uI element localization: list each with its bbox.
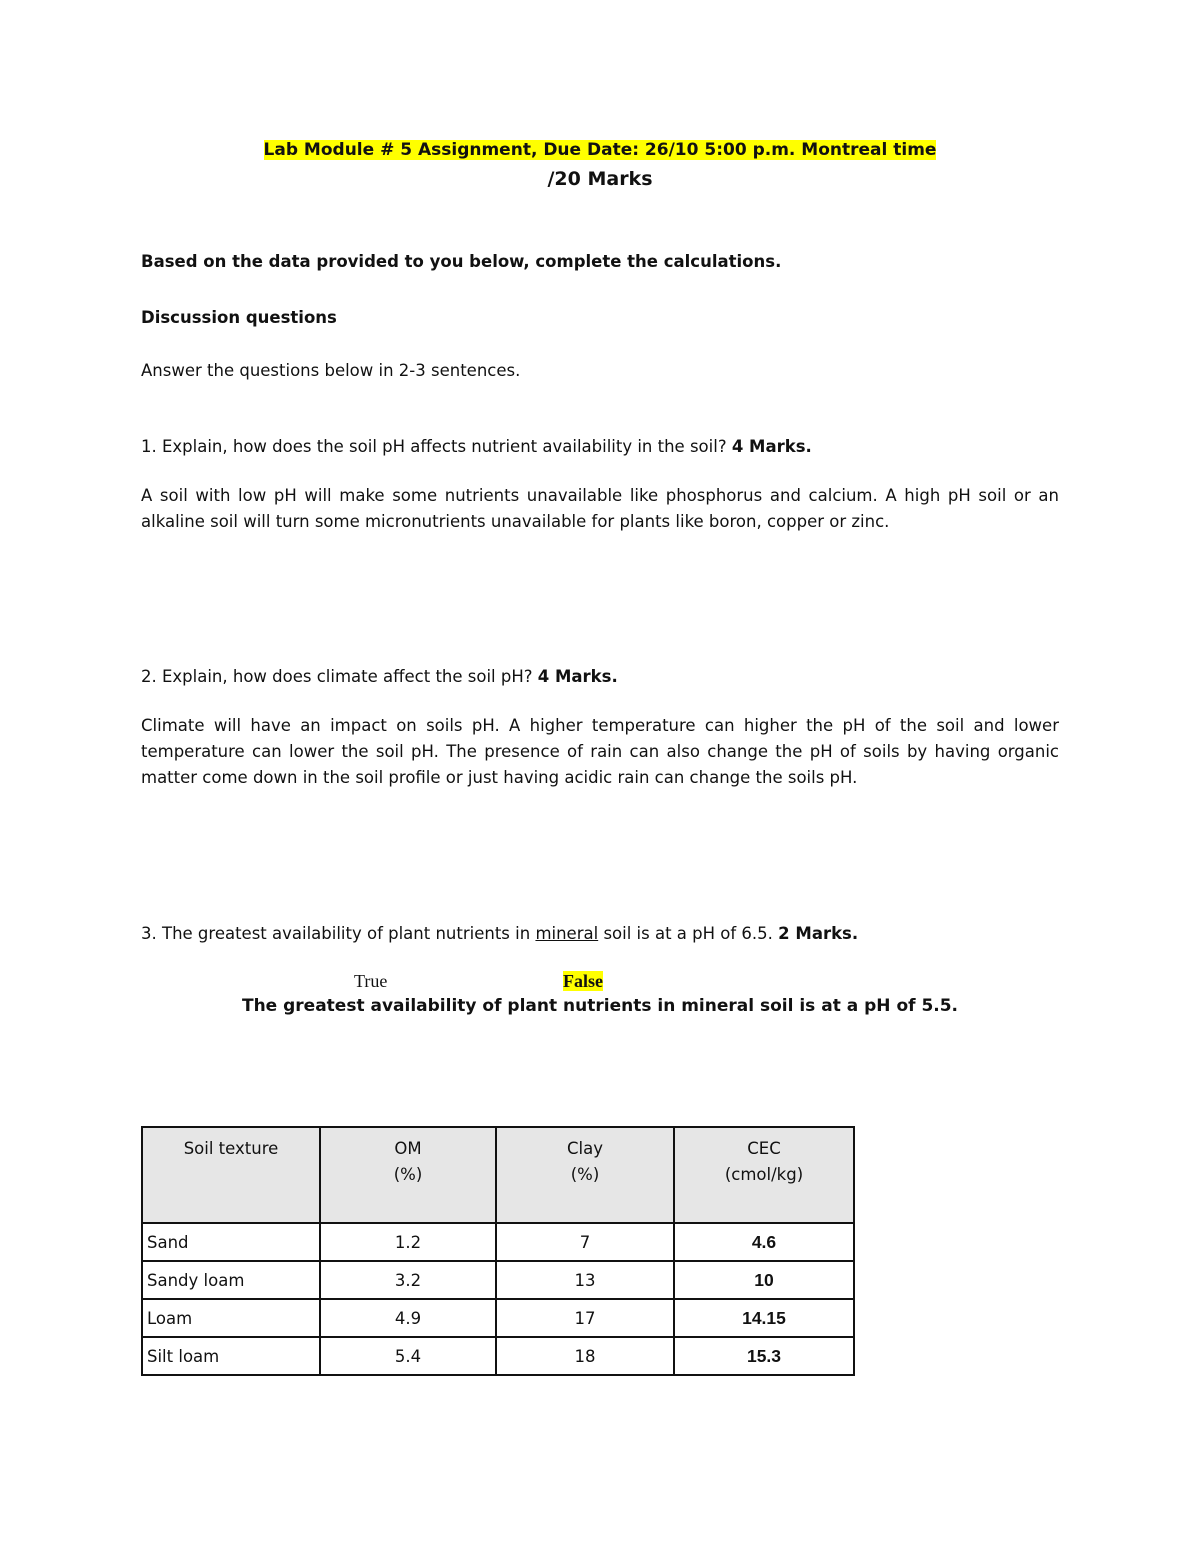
- question-3-underlined-word: mineral: [535, 924, 599, 943]
- soil-data-table: [141, 1126, 855, 1376]
- question-1: [141, 434, 1059, 460]
- cell-clay: 17: [496, 1299, 674, 1337]
- cell-texture: Sandy loam: [142, 1261, 320, 1299]
- cell-clay: 13: [496, 1261, 674, 1299]
- header-om-unit: (%): [393, 1165, 423, 1184]
- total-marks: /20 Marks: [547, 168, 653, 190]
- question-3-marks: 2 Marks.: [778, 924, 859, 943]
- assignment-title-line: [0, 140, 1200, 160]
- table-row: [142, 1337, 854, 1375]
- question-3-text-before: 3. The greatest availability of plant nutrients in: [141, 924, 531, 943]
- question-3-text-after: soil is at a pH of 6.5.: [603, 924, 773, 943]
- question-2: [141, 664, 1059, 690]
- question-2-text: 2. Explain, how does climate affect the soil pH?: [141, 667, 533, 686]
- question-1-marks: 4 Marks.: [731, 437, 812, 456]
- question-1-text: 1. Explain, how does the soil pH affects nutrient availability in the soil?: [141, 437, 727, 456]
- question-3-answer: The greatest availability of plant nutrients in mineral soil is at a pH of 5.5.: [241, 996, 959, 1016]
- header-clay: [496, 1127, 674, 1223]
- discussion-heading: Discussion questions: [141, 308, 337, 327]
- cell-texture: Sand: [142, 1223, 320, 1261]
- cell-texture: Silt loam: [142, 1337, 320, 1375]
- cell-cec: 15.3: [674, 1337, 854, 1375]
- header-soil-texture: [142, 1127, 320, 1223]
- header-cec-unit: (cmol/kg): [724, 1165, 804, 1184]
- question-3: [141, 921, 1059, 947]
- header-cec-label: CEC: [747, 1139, 781, 1158]
- answer-instruction: Answer the questions below in 2-3 sentences.: [141, 361, 521, 380]
- table-row: [142, 1299, 854, 1337]
- cell-om: 5.4: [320, 1337, 496, 1375]
- header-cec: [674, 1127, 854, 1223]
- option-true: True: [354, 971, 388, 991]
- option-false: [563, 971, 603, 992]
- assignment-title: Lab Module # 5 Assignment, Due Date: 26/10 5:00 p.m. Montreal time: [263, 140, 937, 160]
- option-false-label: False: [563, 971, 603, 991]
- header-om-label: OM: [394, 1139, 422, 1158]
- cell-cec: 10: [674, 1261, 854, 1299]
- table-row: [142, 1261, 854, 1299]
- header-clay-unit: (%): [570, 1165, 600, 1184]
- table-row: [142, 1223, 854, 1261]
- cell-cec: 4.6: [674, 1223, 854, 1261]
- calculation-instruction: Based on the data provided to you below, complete the calculations.: [141, 252, 782, 271]
- header-clay-label: Clay: [567, 1139, 603, 1158]
- cell-cec: 14.15: [674, 1299, 854, 1337]
- question-2-answer: Climate will have an impact on soils pH. A higher temperature can higher the pH of the soil and lower temperature can lower the soil pH. The presence of rain can also change the pH of soils by having organic matter come down in the soil profile or just having acidic rain can change the soils pH.: [141, 716, 1059, 787]
- cell-clay: 18: [496, 1337, 674, 1375]
- cell-om: 3.2: [320, 1261, 496, 1299]
- table-header-row: [142, 1127, 854, 1223]
- cell-clay: 7: [496, 1223, 674, 1261]
- cell-texture: Loam: [142, 1299, 320, 1337]
- cell-om: 1.2: [320, 1223, 496, 1261]
- question-2-marks: 4 Marks.: [537, 667, 618, 686]
- header-soil-texture-label: Soil texture: [183, 1139, 279, 1158]
- question-1-answer: A soil with low pH will make some nutrients unavailable like phosphorus and calcium. A high pH soil or an alkaline soil will turn some micronutrients unavailable for plants like boron, copper or zinc.: [141, 486, 1059, 531]
- cell-om: 4.9: [320, 1299, 496, 1337]
- header-om: [320, 1127, 496, 1223]
